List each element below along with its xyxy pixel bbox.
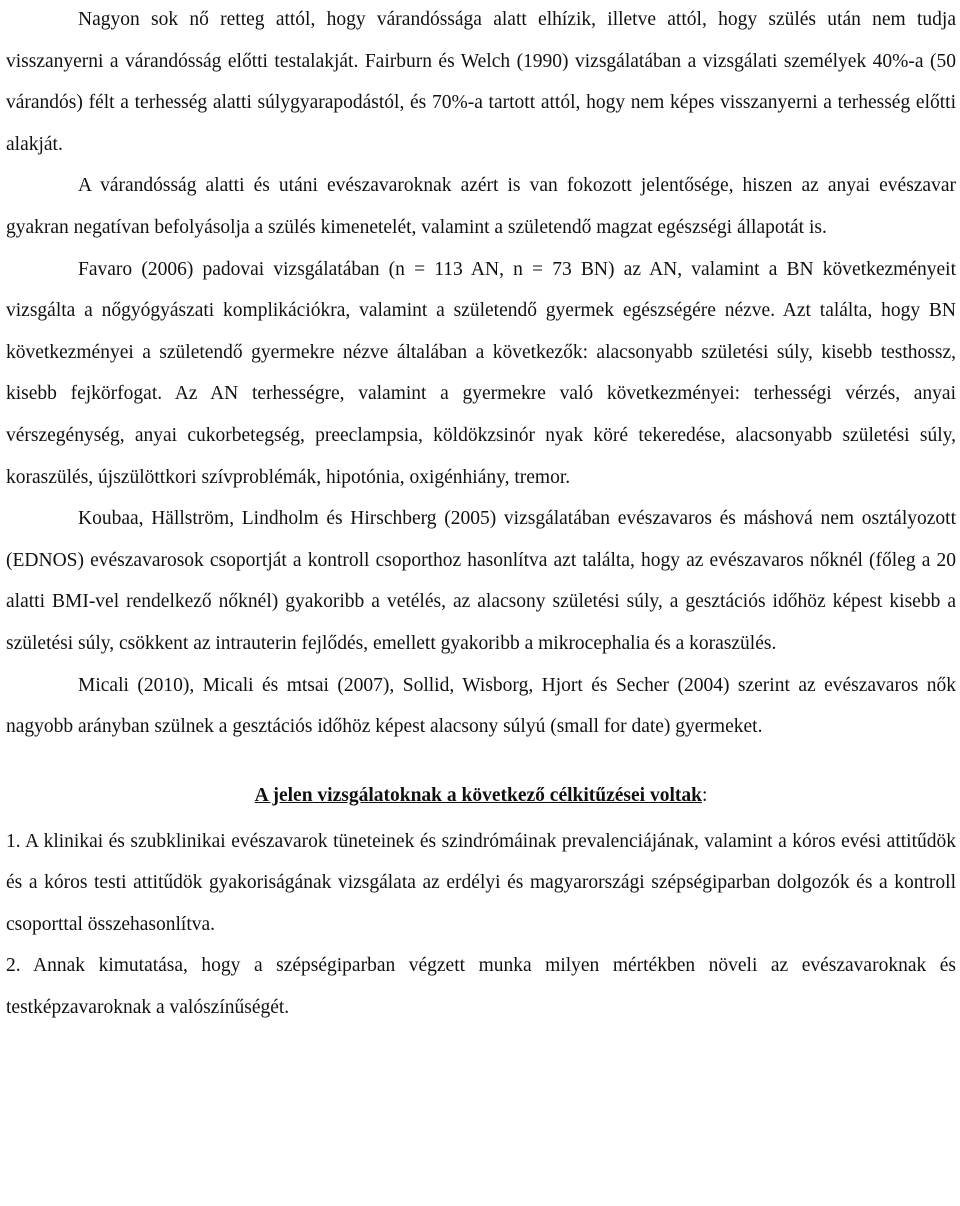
paragraph-micali-study: Micali (2010), Micali és mtsai (2007), Sollid, Wisborg, Hjort és Secher (2004) szerint az evészavaros nők nagyobb arányban szülnek a gesztációs időhöz képest alacsony súlyú (small for date) gyermeket.	[6, 674, 956, 738]
goal-item-2: 2. Annak kimutatása, hogy a szépségiparban végzett munka milyen mértékben növeli az evészavaroknak és testképzavaroknak a valószínűségét.	[6, 955, 956, 1019]
paragraph-body-image-fear: Nagyon sok nő retteg attól, hogy várandóssága alatt elhízik, illetve attól, hogy szülés után nem tudja visszanyerni a várandósság előtti testalakját. Fairburn és Welch (1990) vizsgálatában a vizsgálati személyek 40%-a (50 várandós) félt a terhesség alatti súlygyarapodástól, és 70%-a tartott attól, hogy nem képes visszanyerni a terhesség előtti alakját.	[6, 9, 956, 155]
paragraph-koubaa-study: Koubaa, Hällström, Lindholm és Hirschberg (2005) vizsgálatában evészavaros és máshová nem osztályozott (EDNOS) evészavarosok csoportját a kontroll csoporthoz hasonlítva azt találta, hogy az evészavaros nőknél (főleg a 20 alatti BMI-vel rendelkező nőknél) gyakoribb a vetélés, az alacsony születési súly, a gesztációs időhöz képest kisebb a születési súly, csökkent az intrauterin fejlődés, emellett gyakoribb a mikrocephalia és a koraszülés.	[6, 508, 956, 654]
section-heading-text: A jelen vizsgálatoknak a következő célkitűzései voltak	[254, 784, 702, 806]
goal-item-1: 1. A klinikai és szubklinikai evészavarok tüneteinek és szindrómáinak prevalenciájának, valamint a kóros evési attitűdök és a kóros testi attitűdök gyakoriságának vizsgálata az erdélyi és magyarországi szépségiparban dolgozók és a kontroll csoporttal összehasonlítva.	[6, 830, 956, 935]
paragraph-eating-disorder-significance: A várandósság alatti és utáni evészavaroknak azért is van fokozott jelentősége, hiszen az anyai evészavar gyakran negatívan befolyásolja a szülés kimenetelét, valamint a születendő magzat egészségi állapotát is.	[6, 175, 956, 238]
paragraph-favaro-study: Favaro (2006) padovai vizsgálatában (n = 113 AN, n = 73 BN) az AN, valamint a BN következményeit vizsgálta a nőgyógyászati komplikációkra, valamint a születendő gyermek egészségére nézve. Azt találta, hogy BN következményei a születendő gyermekre nézve általában a következők: alacsonyabb születési súly, kisebb testhossz, kisebb fejkörfogat. Az AN terhességre, valamint a gyermekre való következményei: terhességi vérzés, anyai vérszegénység, anyai cukorbetegség, preeclampsia, köldökzsinór nyak köré tekeredése, alacsonyabb születési súly, koraszülés, újszülöttkori szívproblémák, hipotónia, oxigénhiány, tremor.	[6, 258, 956, 488]
section-heading	[6, 771, 956, 821]
section-heading-colon: :	[701, 784, 708, 806]
